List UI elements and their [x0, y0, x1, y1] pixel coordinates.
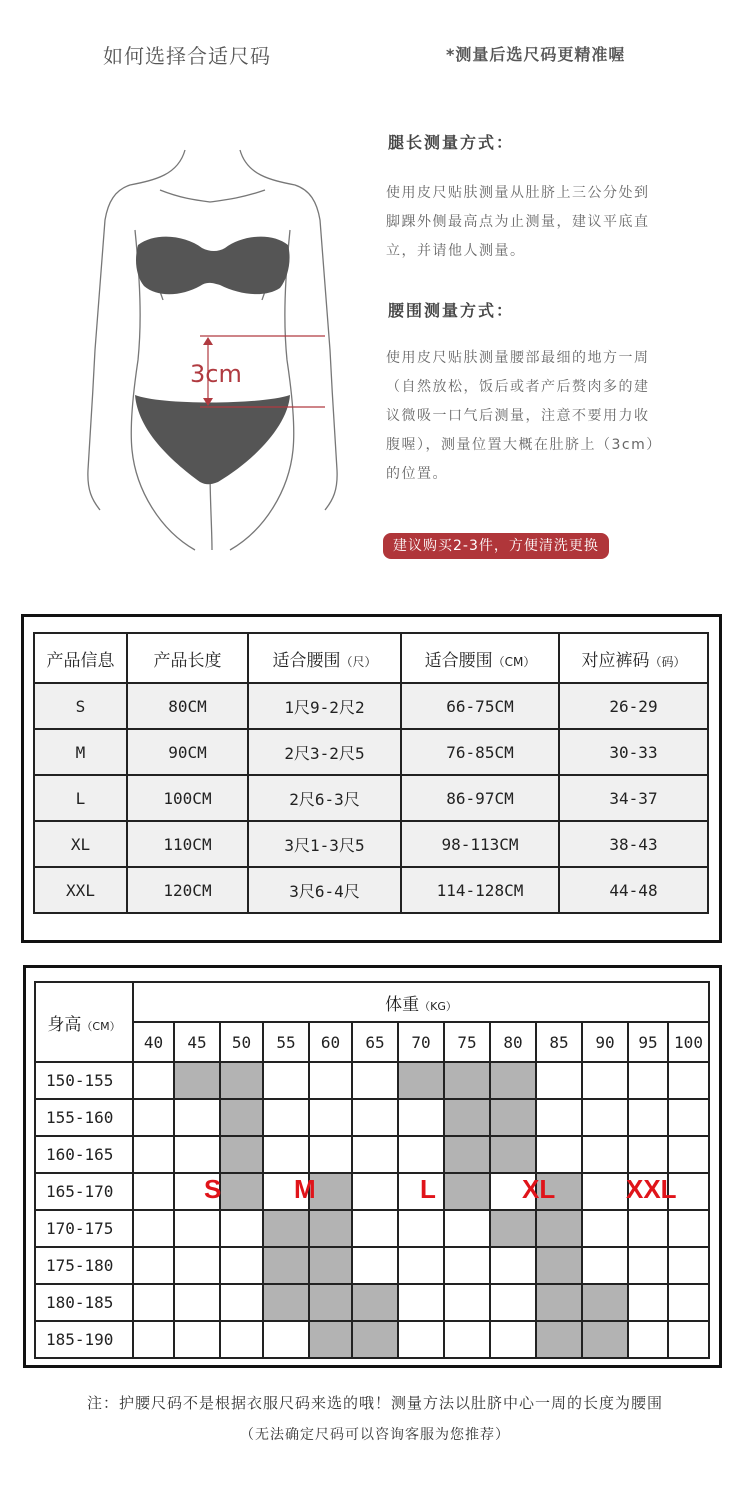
- size-label-s: S: [204, 1174, 222, 1204]
- weight-col-header: 100: [668, 1022, 709, 1062]
- grid-cell: [309, 1062, 352, 1099]
- grid-cell: [133, 1247, 174, 1284]
- shaded-cell: [352, 1284, 398, 1321]
- grid-cell: [398, 1099, 444, 1136]
- shaded-cell: [398, 1062, 444, 1099]
- grid-cell: [628, 1099, 668, 1136]
- shaded-cell: [444, 1173, 490, 1210]
- header-product-length: 产品长度: [127, 633, 248, 683]
- header-waist-cm: 适合腰围（CM）: [401, 633, 559, 683]
- table-row: [35, 1210, 709, 1247]
- shaded-cell: [309, 1210, 352, 1247]
- height-row-header: 170-175: [35, 1210, 133, 1247]
- grid-cell: [309, 1136, 352, 1173]
- table-row: [35, 1173, 709, 1210]
- grid-cell: [133, 1173, 174, 1210]
- measure-tip: *测量后选尺码更精准喔: [446, 45, 626, 64]
- grid-cell: [352, 1062, 398, 1099]
- table-row: [34, 729, 708, 775]
- header-waist-chi: 适合腰围（尺）: [248, 633, 401, 683]
- table-row: [35, 1247, 709, 1284]
- shaded-cell: [220, 1173, 263, 1210]
- shaded-cell: [536, 1210, 582, 1247]
- grid-cell: [352, 1210, 398, 1247]
- grid-cell: [174, 1247, 220, 1284]
- grid-cell: [490, 1247, 536, 1284]
- footnote-secondary: （无法确定尺码可以咨询客服为您推荐）: [240, 1427, 510, 1443]
- shaded-cell: [263, 1247, 309, 1284]
- table-row: [35, 1321, 709, 1358]
- weight-header: 体重（KG）: [133, 982, 709, 1022]
- grid-cell: [628, 1136, 668, 1173]
- grid-cell: [668, 1210, 709, 1247]
- grid-cell: [133, 1210, 174, 1247]
- waist-cm-cell: 114-128CM: [401, 867, 559, 913]
- shaded-cell: [444, 1136, 490, 1173]
- weight-col-header: 95: [628, 1022, 668, 1062]
- grid-cell: [398, 1210, 444, 1247]
- shaded-cell: [309, 1284, 352, 1321]
- grid-cell: [582, 1099, 628, 1136]
- size-cell: XXL: [34, 867, 127, 913]
- waist-cm-cell: 76-85CM: [401, 729, 559, 775]
- grid-cell: [490, 1321, 536, 1358]
- grid-cell: [536, 1062, 582, 1099]
- shaded-cell: [536, 1321, 582, 1358]
- grid-cell: [220, 1284, 263, 1321]
- grid-cell: [582, 1247, 628, 1284]
- grid-cell: [628, 1062, 668, 1099]
- height-header: 身高（CM）: [35, 982, 133, 1062]
- grid-cell: [220, 1210, 263, 1247]
- length-cell: 90CM: [127, 729, 248, 775]
- size-cell: XL: [34, 821, 127, 867]
- shaded-cell: [352, 1321, 398, 1358]
- height-row-header: 185-190: [35, 1321, 133, 1358]
- height-row-header: 150-155: [35, 1062, 133, 1099]
- table-row: [34, 821, 708, 867]
- grid-cell: [628, 1284, 668, 1321]
- weight-col-header: 60: [309, 1022, 352, 1062]
- grid-cell: [536, 1099, 582, 1136]
- size-cell: M: [34, 729, 127, 775]
- shaded-cell: [536, 1247, 582, 1284]
- table-row: [34, 683, 708, 729]
- waist-chi-cell: 3尺6-4尺: [248, 867, 401, 913]
- grid-cell: [174, 1321, 220, 1358]
- waist-chi-cell: 3尺1-3尺5: [248, 821, 401, 867]
- waist-cm-cell: 98-113CM: [401, 821, 559, 867]
- grid-cell: [582, 1210, 628, 1247]
- height-row-header: 160-165: [35, 1136, 133, 1173]
- shaded-cell: [220, 1099, 263, 1136]
- waist-measure-body: 使用皮尺贴肤测量腰部最细的地方一周（自然放松，饭后或者产后赘肉多的建议微吸一口气后测量，注意不要用力收腹喔），测量位置大概在肚脐上（3cm）的位置。: [386, 350, 655, 482]
- grid-cell: [668, 1284, 709, 1321]
- table-row: [35, 1099, 709, 1136]
- shaded-cell: [309, 1321, 352, 1358]
- grid-cell: [309, 1099, 352, 1136]
- size-table: [33, 632, 709, 914]
- length-cell: 110CM: [127, 821, 248, 867]
- grid-cell: [668, 1247, 709, 1284]
- grid-cell: [628, 1247, 668, 1284]
- size-table-header: [34, 633, 708, 683]
- waist-cm-cell: 86-97CM: [401, 775, 559, 821]
- size-table-frame: [21, 614, 722, 943]
- waist-chi-cell: 2尺6-3尺: [248, 775, 401, 821]
- grid-cell: [263, 1099, 309, 1136]
- footnote-primary: 注：护腰尺码不是根据衣服尺码来选的哦！测量方法以肚脐中心一周的长度为腰围: [86, 1394, 663, 1412]
- grid-cell: [444, 1210, 490, 1247]
- grid-cell: [398, 1321, 444, 1358]
- leg-measure-title: 腿长测量方式：: [388, 133, 515, 152]
- body-measurement-illustration: [60, 140, 370, 560]
- grid-cell: [352, 1099, 398, 1136]
- weight-col-header: 55: [263, 1022, 309, 1062]
- shaded-cell: [490, 1099, 536, 1136]
- grid-cell: [536, 1136, 582, 1173]
- grid-cell: [133, 1062, 174, 1099]
- grid-cell: [174, 1136, 220, 1173]
- grid-cell: [668, 1321, 709, 1358]
- height-row-header: 175-180: [35, 1247, 133, 1284]
- weight-col-header: 90: [582, 1022, 628, 1062]
- weights-row: [35, 1022, 709, 1062]
- shaded-cell: [582, 1284, 628, 1321]
- grid-cell: [444, 1284, 490, 1321]
- height-row-header: 155-160: [35, 1099, 133, 1136]
- shaded-cell: [444, 1062, 490, 1099]
- grid-cell: [582, 1173, 628, 1210]
- pants-size-cell: 38-43: [559, 821, 708, 867]
- shaded-cell: [263, 1210, 309, 1247]
- shaded-cell: [220, 1136, 263, 1173]
- grid-cell: [263, 1321, 309, 1358]
- shaded-cell: [490, 1062, 536, 1099]
- weight-col-header: 85: [536, 1022, 582, 1062]
- grid-cell: [398, 1136, 444, 1173]
- grid-cell: [352, 1173, 398, 1210]
- grid-cell: [398, 1284, 444, 1321]
- shaded-cell: [536, 1284, 582, 1321]
- grid-cell: [668, 1099, 709, 1136]
- waist-measure-title: 腰围测量方式：: [388, 301, 515, 320]
- weight-col-header: 45: [174, 1022, 220, 1062]
- shaded-cell: [309, 1247, 352, 1284]
- grid-cell: [582, 1136, 628, 1173]
- weight-col-header: 50: [220, 1022, 263, 1062]
- grid-cell: [490, 1284, 536, 1321]
- shaded-cell: [174, 1062, 220, 1099]
- grid-cell: [263, 1062, 309, 1099]
- grid-cell: [263, 1136, 309, 1173]
- pants-size-cell: 34-37: [559, 775, 708, 821]
- leg-measure-body: 使用皮尺贴肤测量从肚脐上三公分处到脚踝外侧最高点为止测量，建议平底直立，并请他人测量。: [386, 185, 650, 259]
- grid-cell: [582, 1062, 628, 1099]
- measure-label: 3cm: [190, 360, 242, 388]
- grid-cell: [398, 1247, 444, 1284]
- header-pants-size: 对应裤码（码）: [559, 633, 708, 683]
- table-row: [35, 1136, 709, 1173]
- table-row: [35, 1062, 709, 1099]
- size-cell: S: [34, 683, 127, 729]
- grid-cell: [174, 1284, 220, 1321]
- grid-cell: [133, 1321, 174, 1358]
- grid-cell: [628, 1210, 668, 1247]
- table-row: [35, 1284, 709, 1321]
- grid-cell: [133, 1284, 174, 1321]
- pants-size-cell: 44-48: [559, 867, 708, 913]
- weight-col-header: 70: [398, 1022, 444, 1062]
- shaded-cell: [582, 1321, 628, 1358]
- size-cell: L: [34, 775, 127, 821]
- length-cell: 100CM: [127, 775, 248, 821]
- length-cell: 80CM: [127, 683, 248, 729]
- grid-cell: [352, 1247, 398, 1284]
- weight-col-header: 65: [352, 1022, 398, 1062]
- waist-cm-cell: 66-75CM: [401, 683, 559, 729]
- weight-col-header: 40: [133, 1022, 174, 1062]
- grid-cell: [352, 1136, 398, 1173]
- grid-cell: [220, 1321, 263, 1358]
- grid-cell: [444, 1321, 490, 1358]
- table-row: [34, 867, 708, 913]
- waist-chi-cell: 2尺3-2尺5: [248, 729, 401, 775]
- height-row-header: 180-185: [35, 1284, 133, 1321]
- shaded-cell: [490, 1136, 536, 1173]
- header-product-info: 产品信息: [34, 633, 127, 683]
- shaded-cell: [263, 1284, 309, 1321]
- grid-cell: [220, 1247, 263, 1284]
- grid-cell: [628, 1321, 668, 1358]
- height-weight-frame: [23, 965, 722, 1368]
- grid-cell: [174, 1210, 220, 1247]
- height-row-header: 165-170: [35, 1173, 133, 1210]
- grid-cell: [668, 1136, 709, 1173]
- grid-cell: [133, 1136, 174, 1173]
- length-cell: 120CM: [127, 867, 248, 913]
- pants-size-cell: 26-29: [559, 683, 708, 729]
- shaded-cell: [220, 1062, 263, 1099]
- grid-cell: [174, 1099, 220, 1136]
- grid-cell: [444, 1247, 490, 1284]
- page-title: 如何选择合适尺码: [103, 44, 271, 68]
- size-label-xxl: XXL: [626, 1174, 677, 1204]
- pants-size-cell: 30-33: [559, 729, 708, 775]
- waist-chi-cell: 1尺9-2尺2: [248, 683, 401, 729]
- grid-cell: [133, 1099, 174, 1136]
- grid-cell: [668, 1062, 709, 1099]
- size-label-xl: XL: [522, 1174, 556, 1204]
- purchase-suggestion-badge: 建议购买2-3件，方便清洗更换: [383, 533, 609, 559]
- shaded-cell: [444, 1099, 490, 1136]
- table-row: [34, 775, 708, 821]
- height-weight-table: [34, 981, 710, 1359]
- size-label-m: M: [294, 1174, 316, 1204]
- shaded-cell: [490, 1210, 536, 1247]
- weight-col-header: 80: [490, 1022, 536, 1062]
- weight-col-header: 75: [444, 1022, 490, 1062]
- size-label-l: L: [420, 1174, 436, 1204]
